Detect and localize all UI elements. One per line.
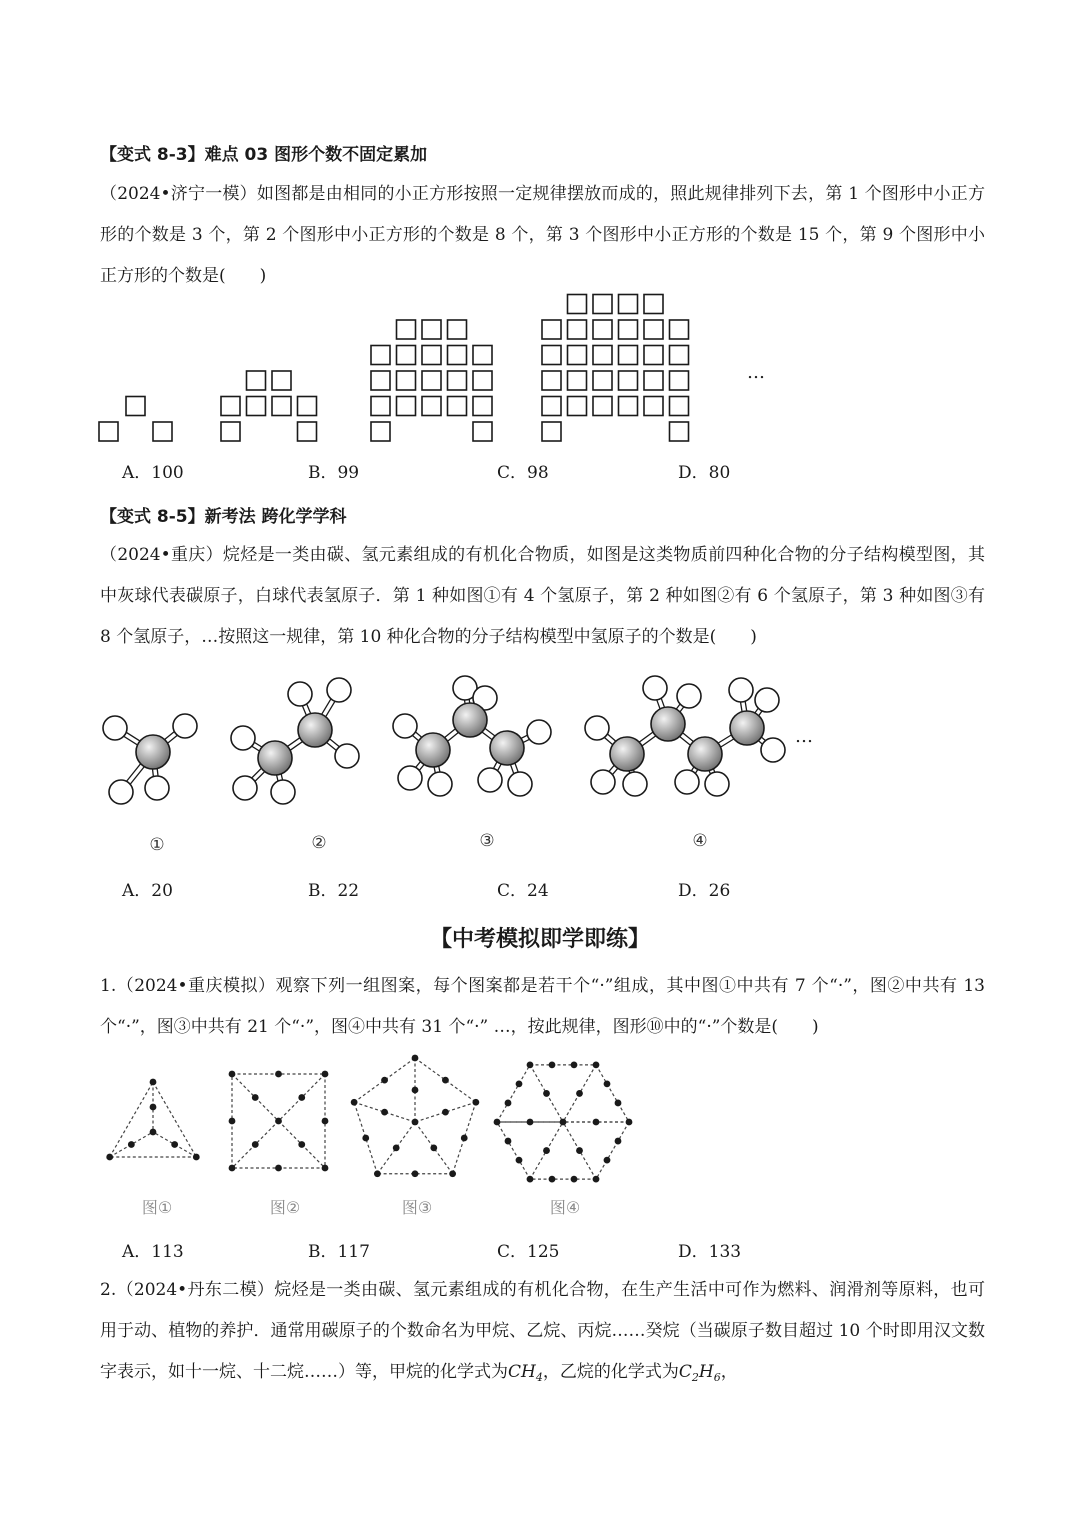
small-square: [568, 295, 587, 314]
hydrogen-atom: [103, 716, 127, 740]
dot: [593, 1119, 600, 1126]
dot: [381, 1077, 388, 1084]
dot: [430, 1144, 437, 1151]
option-d[interactable]: D．80: [678, 463, 731, 483]
dot: [106, 1154, 113, 1161]
dot: [128, 1141, 135, 1148]
dot: [449, 1170, 456, 1177]
question-2-text: 2.（2024•丹东二模）烷烃是一类由碳、氢元素组成的有机化合物，在生产生活中可作为燃料、润滑剂等原料，也可用于动、植物的养护．通常用碳原子的个数命名为甲烷、乙烷、丙烷……癸烷（当碳原子数目超过 10 个时即用汉文数字表示，如十一烷、十二烷……）等，甲烷的化学式为: [100, 1280, 985, 1382]
option-b[interactable]: B．99: [308, 463, 360, 483]
carbon-atom: [610, 737, 644, 771]
small-square: [593, 346, 612, 365]
dot: [571, 1061, 578, 1068]
dot: [275, 1165, 282, 1172]
carbon-atom: [651, 707, 685, 741]
option-d[interactable]: D．133: [678, 1242, 742, 1262]
dot: [193, 1154, 200, 1161]
small-square: [619, 371, 638, 390]
small-square: [99, 422, 118, 441]
dot: [252, 1141, 259, 1148]
small-square: [542, 422, 561, 441]
dot: [615, 1138, 622, 1145]
dot-figure-label-1: 图①: [141, 1198, 173, 1217]
carbon-atom: [298, 713, 332, 747]
hydrogen-atom: [233, 776, 257, 800]
dot-figure-label-3: 图③: [401, 1198, 433, 1217]
dot: [412, 1087, 419, 1094]
dot: [576, 1147, 583, 1154]
molecule-label-1: ①: [149, 835, 165, 855]
variant-8-3-heading: 【变式 8-3】难点 03 图形个数不固定累加: [100, 145, 428, 165]
hydrogen-atom: [623, 772, 647, 796]
small-square: [448, 320, 467, 339]
dot-figure-label-4: 图④: [549, 1198, 581, 1217]
dot: [252, 1094, 259, 1101]
small-square: [670, 371, 689, 390]
dot: [593, 1176, 600, 1183]
small-square: [593, 295, 612, 314]
dot: [362, 1135, 369, 1142]
square-pattern-ellipsis: …: [747, 362, 765, 383]
small-square: [644, 346, 663, 365]
molecule-label-2: ②: [311, 833, 327, 853]
hydrogen-atom: [145, 776, 169, 800]
dot: [381, 1109, 388, 1116]
dashed-line: [497, 1065, 530, 1122]
small-square: [221, 422, 240, 441]
hydrogen-atom: [428, 772, 452, 796]
small-square: [247, 397, 266, 416]
dot: [549, 1061, 556, 1068]
dot: [604, 1157, 611, 1164]
dot: [298, 1141, 305, 1148]
square-pattern-figures: [95, 305, 815, 445]
small-square: [568, 397, 587, 416]
small-square: [473, 422, 492, 441]
dot: [527, 1176, 534, 1183]
small-square: [670, 320, 689, 339]
small-square: [568, 320, 587, 339]
carbon-atom: [258, 741, 292, 775]
dot: [322, 1118, 329, 1125]
small-square: [422, 320, 441, 339]
small-square: [670, 346, 689, 365]
hydrogen-atom: [478, 768, 502, 792]
small-square: [473, 371, 492, 390]
option-c[interactable]: C．24: [497, 881, 549, 901]
option-c[interactable]: C．98: [497, 463, 549, 483]
small-square: [644, 371, 663, 390]
dot: [442, 1109, 449, 1116]
dashed-line: [497, 1122, 530, 1179]
dot: [549, 1176, 556, 1183]
dot: [351, 1099, 358, 1106]
hydrogen-atom: [327, 678, 351, 702]
small-square: [568, 371, 587, 390]
option-a[interactable]: A．20: [122, 881, 173, 901]
small-square: [448, 346, 467, 365]
dot: [576, 1090, 583, 1097]
small-square: [473, 346, 492, 365]
small-square: [247, 371, 266, 390]
small-square: [568, 346, 587, 365]
dot: [229, 1165, 236, 1172]
dot: [516, 1157, 523, 1164]
dot: [527, 1061, 534, 1068]
carbon-atom: [490, 731, 524, 765]
molecule-ellipsis: …: [795, 726, 813, 747]
carbon-atom: [688, 737, 722, 771]
option-c[interactable]: C．125: [497, 1242, 560, 1262]
dot: [298, 1094, 305, 1101]
question-2-mid: ，乙烷的化学式为: [542, 1362, 679, 1382]
hydrogen-atom: [271, 780, 295, 804]
hydrogen-atom: [398, 766, 422, 790]
ethane-formula: $C_2H_6$: [678, 1362, 721, 1384]
small-square: [593, 397, 612, 416]
small-square: [272, 371, 291, 390]
variant-8-5-heading: 【变式 8-5】新考法 跨化学学科: [100, 507, 347, 527]
hydrogen-atom: [527, 720, 551, 744]
hydrogen-atom: [288, 682, 312, 706]
dot: [442, 1077, 449, 1084]
small-square: [448, 371, 467, 390]
option-b[interactable]: B．22: [308, 881, 360, 901]
option-d[interactable]: D．26: [678, 881, 731, 901]
dot: [560, 1119, 567, 1126]
dot: [275, 1071, 282, 1078]
methane-formula: $CH_4$: [508, 1362, 543, 1384]
small-square: [542, 371, 561, 390]
small-square: [619, 320, 638, 339]
small-square: [593, 371, 612, 390]
small-square: [422, 346, 441, 365]
small-square: [272, 397, 291, 416]
small-square: [593, 320, 612, 339]
small-square: [221, 397, 240, 416]
small-square: [619, 295, 638, 314]
small-square: [371, 422, 390, 441]
hydrogen-atom: [109, 780, 133, 804]
small-square: [542, 397, 561, 416]
hydrogen-atom: [591, 770, 615, 794]
dot: [412, 1119, 419, 1126]
small-square: [644, 320, 663, 339]
small-square: [371, 371, 390, 390]
option-a[interactable]: A．100: [122, 463, 184, 483]
dot: [604, 1080, 611, 1087]
small-square: [298, 397, 317, 416]
dot-pattern-figures: [95, 1050, 655, 1225]
hydrogen-atom: [393, 714, 417, 738]
small-square: [397, 371, 416, 390]
dot: [322, 1071, 329, 1078]
molecule-models: [95, 670, 835, 860]
option-b[interactable]: B．117: [308, 1242, 370, 1262]
small-square: [397, 346, 416, 365]
dot: [322, 1165, 329, 1172]
question-1: 1.（2024•重庆模拟）观察下列一组图案，每个图案都是若干个“·”组成，其中图①中共有 7 个“·”，图②中共有 13 个“·”，图③中共有 21 个“·”，图④中共有 31 个“·” …，按此规律，图形⑩中的“·”个数是( ): [100, 976, 985, 1037]
carbon-atom: [730, 711, 764, 745]
dot: [229, 1071, 236, 1078]
dot: [615, 1100, 622, 1107]
small-square: [448, 397, 467, 416]
hydrogen-atom: [705, 772, 729, 796]
small-square: [422, 397, 441, 416]
hydrogen-atom: [761, 738, 785, 762]
question-2-tail: ，: [720, 1362, 738, 1382]
dot: [150, 1129, 157, 1136]
dot: [171, 1141, 178, 1148]
dot: [472, 1099, 479, 1106]
small-square: [153, 422, 172, 441]
variant-8-5-question: （2024•重庆）烷烃是一类由碳、氢元素组成的有机化合物质，如图是这类物质前四种化合物的分子结构模型图，其中灰球代表碳原子，白球代表氢原子．第 1 种如图①有 4 个氢原子，第 2 种如图②有 6 个氢原子，第 3 种如图③有 8 个氢原子，…按照这一规律，第 10 种化合物的分子结构模型中氢原子的个数是( ): [100, 545, 985, 647]
small-square: [619, 397, 638, 416]
small-square: [422, 371, 441, 390]
small-square: [298, 422, 317, 441]
small-square: [473, 397, 492, 416]
dot: [543, 1090, 550, 1097]
dashed-line: [596, 1122, 629, 1179]
small-square: [644, 295, 663, 314]
carbon-atom: [416, 733, 450, 767]
section-title: 【中考模拟即学即练】: [429, 927, 650, 952]
dot: [494, 1119, 501, 1126]
small-square: [397, 397, 416, 416]
hydrogen-atom: [675, 770, 699, 794]
molecule-label-3: ③: [479, 831, 495, 851]
dot-figure-label-2: 图②: [269, 1198, 301, 1217]
dot: [150, 1104, 157, 1111]
dot: [374, 1170, 381, 1177]
small-square: [542, 320, 561, 339]
hydrogen-atom: [335, 744, 359, 768]
dot: [516, 1080, 523, 1087]
molecule-label-4: ④: [692, 831, 708, 851]
small-square: [126, 397, 145, 416]
dot: [412, 1170, 419, 1177]
hydrogen-atom: [677, 684, 701, 708]
small-square: [371, 397, 390, 416]
hydrogen-atom: [643, 676, 667, 700]
dot: [461, 1135, 468, 1142]
small-square: [397, 320, 416, 339]
hydrogen-atom: [755, 688, 779, 712]
small-square: [371, 346, 390, 365]
small-square: [670, 397, 689, 416]
hydrogen-atom: [173, 714, 197, 738]
dot: [229, 1118, 236, 1125]
dot: [626, 1119, 633, 1126]
dot: [505, 1138, 512, 1145]
carbon-atom: [136, 735, 170, 769]
carbon-atom: [453, 703, 487, 737]
variant-8-3-question: （2024•济宁一模）如图都是由相同的小正方形按照一定规律摆放而成的，照此规律排列下去，第 1 个图形中小正方形的个数是 3 个，第 2 个图形中小正方形的个数是 8 个，第 3 个图形中小正方形的个数是 15 个，第 9 个图形中小正方形的个数是( ): [100, 184, 985, 286]
small-square: [542, 346, 561, 365]
hydrogen-atom: [585, 716, 609, 740]
small-square: [619, 346, 638, 365]
dot: [593, 1061, 600, 1068]
question-2: [100, 1270, 985, 1398]
dot: [527, 1119, 534, 1126]
dot: [543, 1147, 550, 1154]
dot: [505, 1100, 512, 1107]
hydrogen-atom: [231, 726, 255, 750]
dot: [275, 1118, 282, 1125]
dashed-line: [596, 1065, 629, 1122]
small-square: [670, 422, 689, 441]
dot: [150, 1079, 157, 1086]
option-a[interactable]: A．113: [122, 1242, 184, 1262]
dot: [393, 1144, 400, 1151]
dot: [412, 1055, 419, 1062]
hydrogen-atom: [729, 678, 753, 702]
hydrogen-atom: [508, 772, 532, 796]
small-square: [644, 397, 663, 416]
dot: [571, 1176, 578, 1183]
